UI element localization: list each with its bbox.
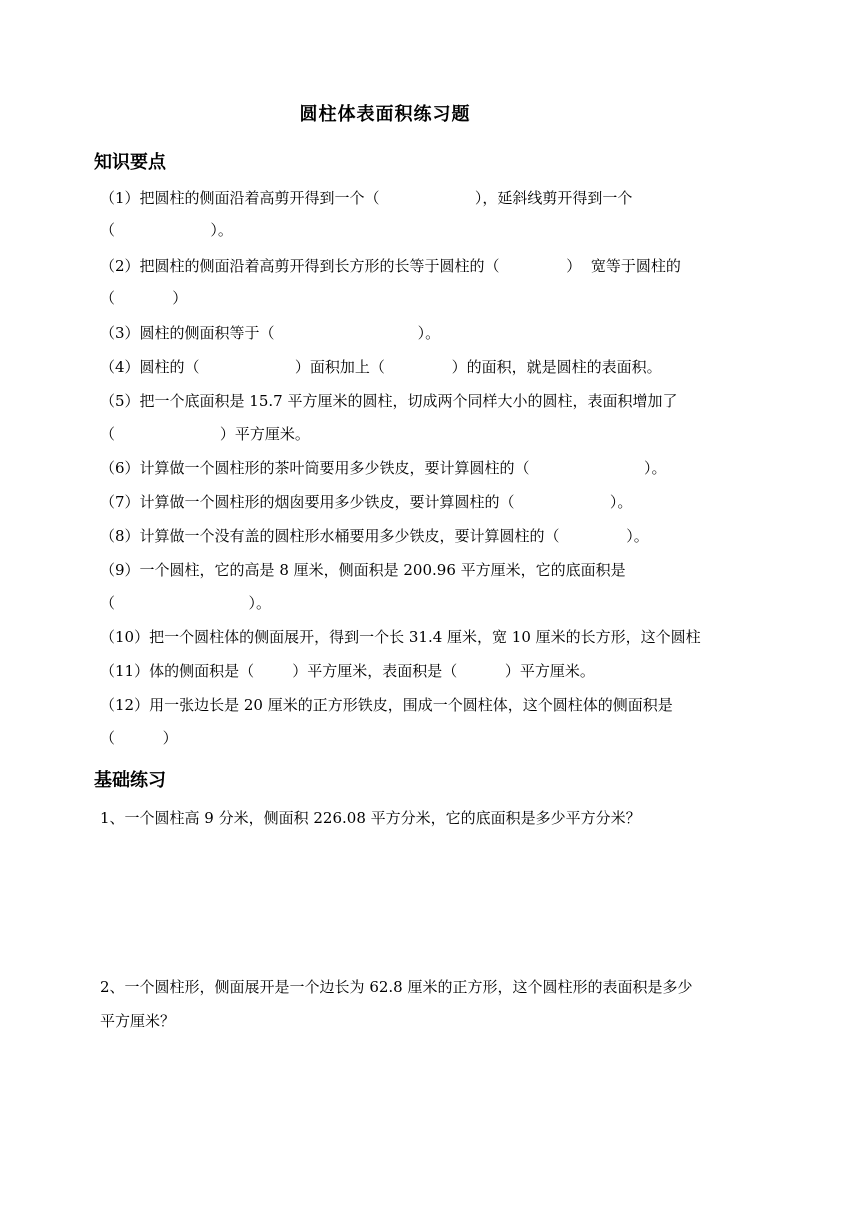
knowledge-item-2-cont: （ ） (100, 289, 188, 307)
knowledge-item-6: （6）计算做一个圆柱形的茶叶筒要用多少铁皮，要计算圆柱的（ ）。 (100, 459, 667, 477)
knowledge-item-3: （3）圆柱的侧面积等于（ ）。 (100, 324, 441, 342)
knowledge-item-10: （10）把一个圆柱体的侧面展开，得到一个长 31.4 厘米，宽 10 厘米的长方形，这个圆柱 (100, 628, 701, 646)
knowledge-item-12-cont: （ ） (100, 729, 178, 747)
knowledge-item-2: （2）把圆柱的侧面沿着高剪开得到长方形的长等于圆柱的（ ） 宽等于圆柱的 (100, 257, 681, 275)
knowledge-item-7: （7）计算做一个圆柱形的烟囱要用多少铁皮，要计算圆柱的（ ）。 (100, 493, 633, 511)
knowledge-item-5: （5）把一个底面积是 15.7 平方厘米的圆柱，切成两个同样大小的圆柱，表面积增加了 (100, 392, 678, 410)
practice-question-2-cont: 平方厘米？ (100, 1012, 176, 1030)
knowledge-item-12: （12）用一张边长是 20 厘米的正方形铁皮，围成一个圆柱体，这个圆柱体的侧面积是 (100, 696, 673, 714)
practice-question-1: 1、一个圆柱高 9 分米，侧面积 226.08 平方分米，它的底面积是多少平方分米？ (100, 809, 641, 827)
knowledge-item-1: （1）把圆柱的侧面沿着高剪开得到一个（ ），延斜线剪开得到一个 (100, 189, 633, 207)
knowledge-item-1-cont: （ ）。 (100, 221, 233, 239)
section-heading-practice: 基础练习 (94, 770, 166, 791)
knowledge-item-11: （11）体的侧面积是（ ）平方厘米，表面积是（ ）平方厘米。 (100, 662, 595, 680)
knowledge-item-9-cont: （ ）。 (100, 594, 272, 612)
practice-question-2: 2、一个圆柱形，侧面展开是一个边长为 62.8 厘米的正方形，这个圆柱形的表面积是多少 (100, 978, 693, 996)
knowledge-item-9: （9）一个圆柱，它的高是 8 厘米，侧面积是 200.96 平方厘米，它的底面积是 (100, 561, 626, 579)
section-heading-knowledge: 知识要点 (94, 152, 166, 173)
page-title: 圆柱体表面积练习题 (299, 104, 471, 125)
knowledge-item-5-cont: （ ）平方厘米。 (100, 425, 310, 443)
knowledge-item-4: （4）圆柱的（ ）面积加上（ ）的面积，就是圆柱的表面积。 (100, 358, 662, 376)
knowledge-item-8: （8）计算做一个没有盖的圆柱形水桶要用多少铁皮，要计算圆柱的（ ）。 (100, 527, 649, 545)
